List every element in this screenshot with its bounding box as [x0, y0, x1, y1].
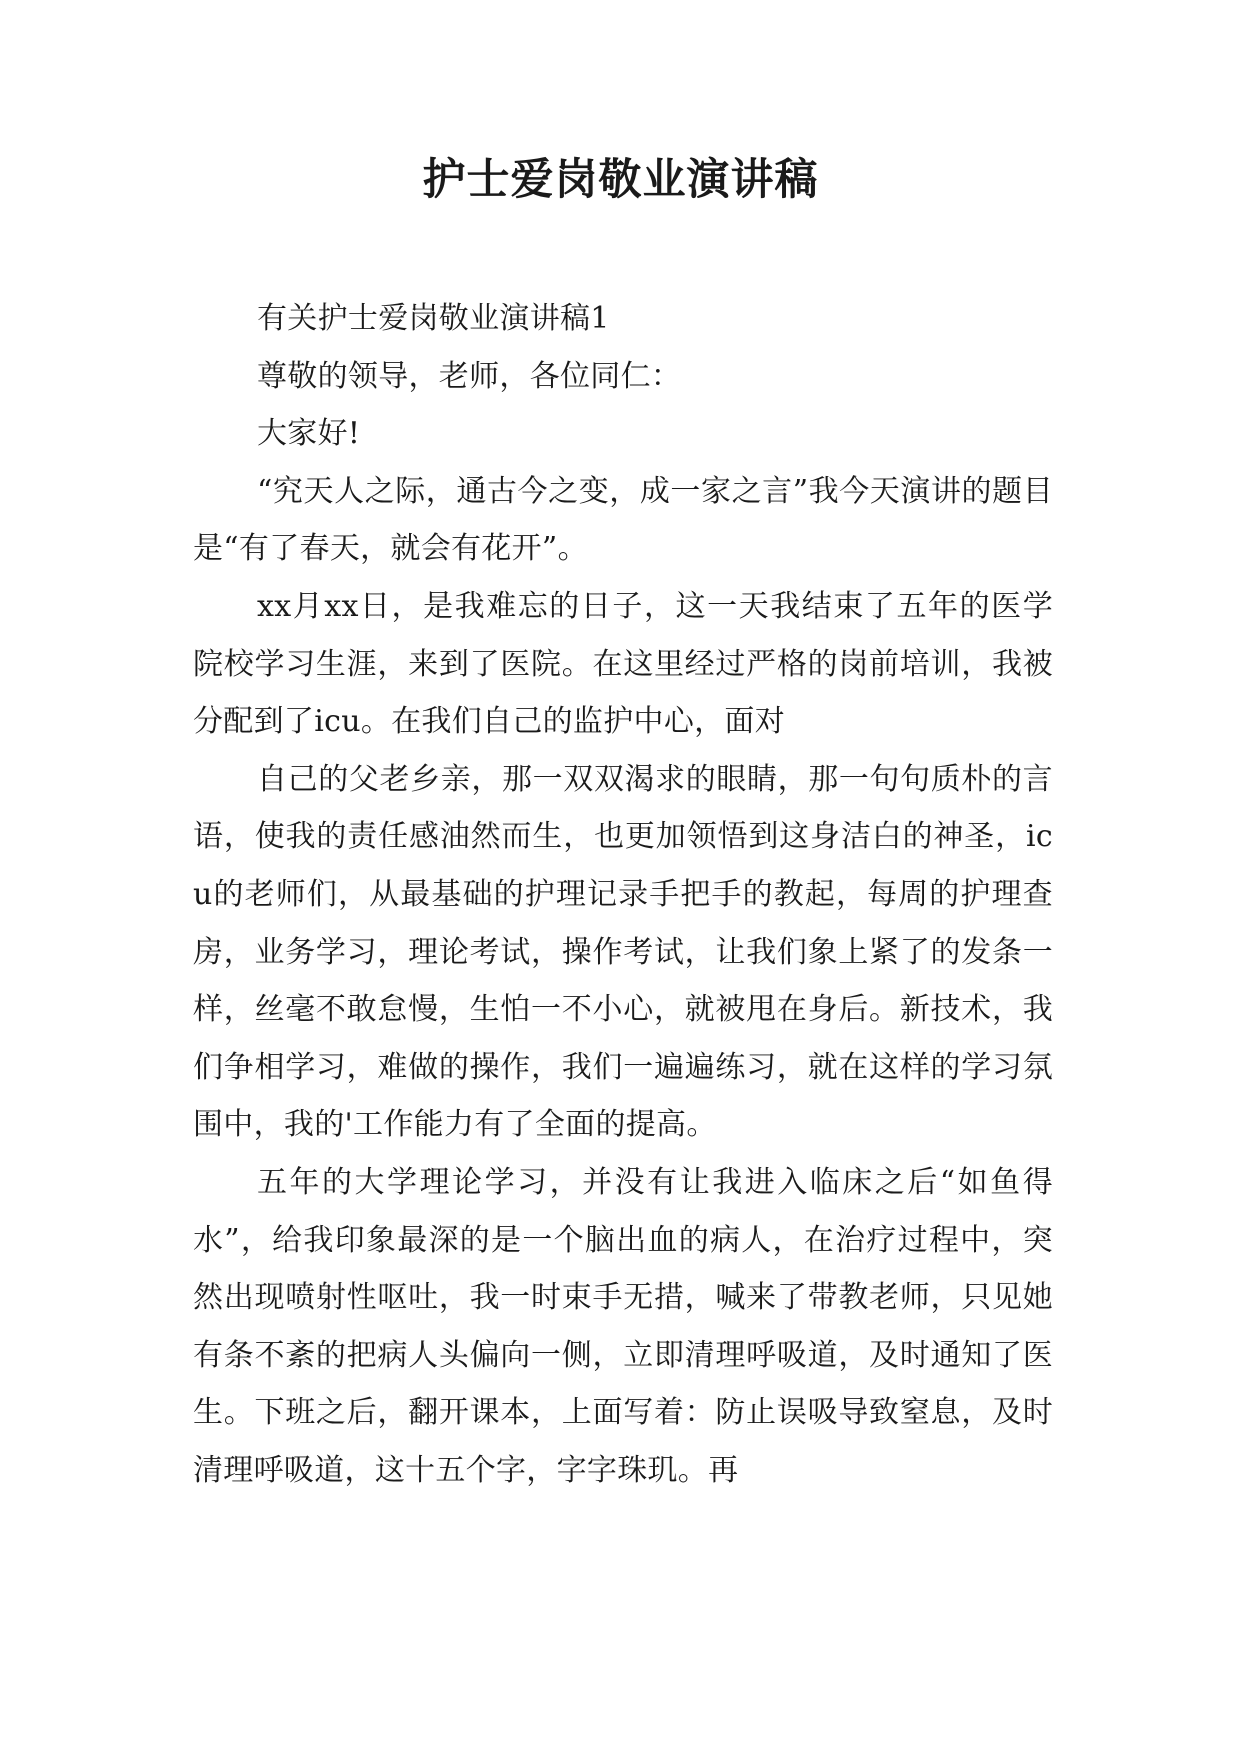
paragraph-icu-training: 自己的父老乡亲，那一双双渴求的眼睛，那一句句质朴的言语，使我的责任感油然而生，也更加领悟到这身洁白的神圣，icu的老师们，从最基础的护理记录手把手的教起，每周的护理查房，业务学习，理论考试，操作考试，让我们象上紧了的发条一样，丝毫不敢怠慢，生怕一不小心，就被甩在身后。新技术，我们争相学习，难做的操作，我们一遍遍练习，就在这样的学习氛围中，我的'工作能力有了全面的提高。	[193, 761, 1053, 1143]
paragraph-salutation: 尊敬的领导，老师，各位同仁：	[257, 358, 682, 394]
paragraph-clinical-experience: 五年的大学理论学习，并没有让我进入临床之后“如鱼得水”，给我印象最深的是一个脑出血的病人，在治疗过程中，突然出现喷射性呕吐，我一时束手无措，喊来了带教老师，只见她有条不紊的把病人头偏向一侧，立即清理呼吸道，及时通知了医生。下班之后，翻开课本，上面写着：防止误吸导致窒息，及时清理呼吸道，这十五个字，字字珠玑。再	[193, 1164, 1053, 1488]
paragraph-heading: 有关护士爱岗敬业演讲稿1	[257, 301, 610, 336]
document-body	[193, 290, 1053, 1499]
paragraph-greeting: 大家好!	[257, 416, 361, 452]
paragraph-graduation: xx月xx日，是我难忘的日子，这一天我结束了五年的医学院校学习生涯，来到了医院。在这里经过严格的岗前培训，我被分配到了icu。在我们自己的监护中心，面对	[193, 588, 1053, 740]
document-title: 护士爱岗敬业演讲稿	[422, 155, 819, 205]
paragraph-topic: “究天人之际，通古今之变，成一家之言”我今天演讲的题目是“有了春天，就会有花开”。	[193, 473, 1053, 567]
